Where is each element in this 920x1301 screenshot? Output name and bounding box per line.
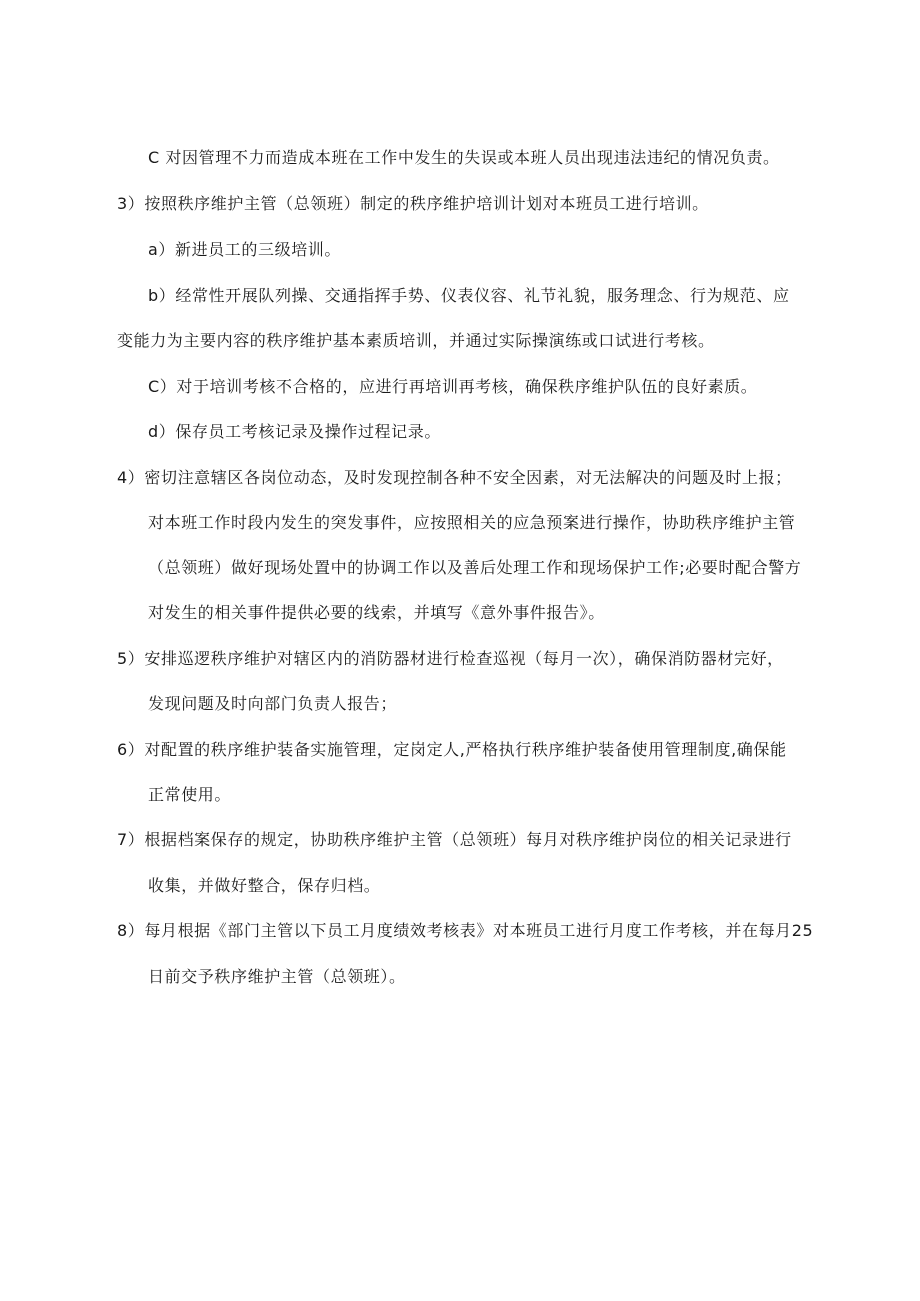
item-3b-continued: 变能力为主要内容的秩序维护基本素质培训，并通过实际操演练或口试进行考核。 <box>117 331 715 350</box>
paragraph-c-responsibility: C 对因管理不力而造成本班在工作中发生的失误或本班人员出现违法违纪的情况负责。 <box>148 148 780 167</box>
item-4-continued-3: 对发生的相关事件提供必要的线索，并填写《意外事件报告》。 <box>148 603 605 622</box>
item-5-continued: 发现问题及时向部门负责人报告； <box>148 694 398 713</box>
item-3b: b）经常性开展队列操、交通指挥手势、仪表仪容、礼节礼貌，服务理念、行为规范、应 <box>148 286 790 305</box>
item-3-training: 3）按照秩序维护主管（总领班）制定的秩序维护培训计划对本班员工进行培训。 <box>117 194 709 213</box>
item-4-continued-1: 对本班工作时段内发生的突发事件，应按照相关的应急预案进行操作，协助秩序维护主管 <box>148 513 796 532</box>
item-8-assessment: 8）每月根据《部门主管以下员工月度绩效考核表》对本班员工进行月度工作考核，并在每月25 <box>117 921 814 940</box>
item-3c: C）对于培训考核不合格的，应进行再培训再考核，确保秩序维护队伍的良好素质。 <box>148 377 758 396</box>
item-8-continued: 日前交予秩序维护主管（总领班）。 <box>148 967 406 986</box>
item-6-continued: 正常使用。 <box>148 785 232 804</box>
item-4-monitoring: 4）密切注意辖区各岗位动态，及时发现控制各种不安全因素，对无法解决的问题及时上报； <box>117 468 792 487</box>
item-7-continued: 收集，并做好整合，保存归档。 <box>148 876 381 895</box>
item-3d: d）保存员工考核记录及操作过程记录。 <box>148 422 441 441</box>
item-7-archives: 7）根据档案保存的规定，协助秩序维护主管（总领班）每月对秩序维护岗位的相关记录进行 <box>117 830 792 849</box>
item-6-equipment: 6）对配置的秩序维护装备实施管理，定岗定人,严格执行秩序维护装备使用管理制度,确保能 <box>117 740 787 759</box>
item-4-continued-2: （总领班）做好现场处置中的协调工作以及善后处理工作和现场保护工作;必要时配合警方 <box>148 558 802 577</box>
item-5-patrol: 5）安排巡逻秩序维护对辖区内的消防器材进行检查巡视（每月一次），确保消防器材完好， <box>117 649 784 668</box>
item-3a: a）新进员工的三级培训。 <box>148 240 342 259</box>
